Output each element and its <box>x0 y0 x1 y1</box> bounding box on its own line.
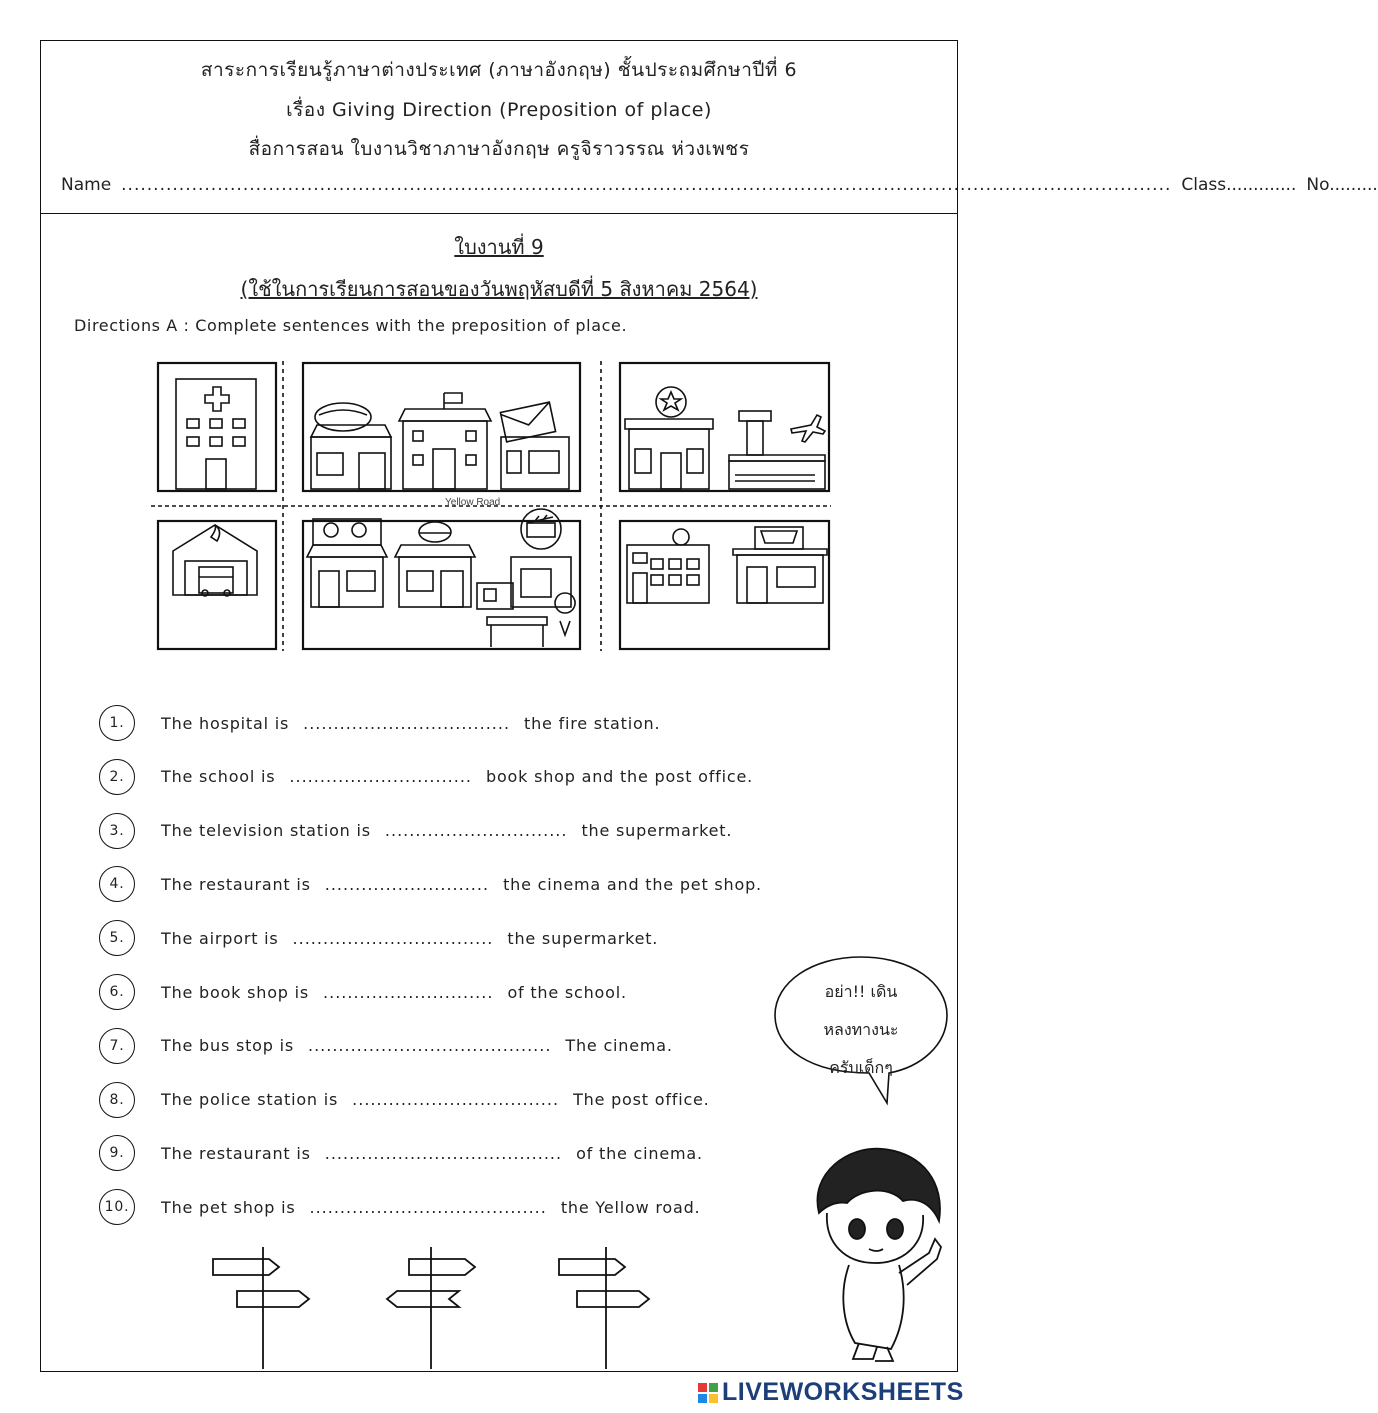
answer-blank[interactable]: ........................... <box>324 874 490 894</box>
television-station-icon <box>477 583 513 609</box>
question-text-after: of the school. <box>507 982 627 1002</box>
logo-icon <box>698 1383 718 1403</box>
question-number: 7. <box>99 1028 135 1064</box>
signpost-icon-2 <box>387 1247 475 1369</box>
question-text-after: the cinema and the pet shop. <box>503 874 762 894</box>
question-text-before: The restaurant is <box>161 1143 311 1163</box>
school-icon <box>399 393 491 489</box>
question-number: 3. <box>99 813 135 849</box>
question-text-before: The book shop is <box>161 982 310 1002</box>
bubble-line-1: อย่า!! เดิน <box>824 982 898 1001</box>
question-text-before: The bus stop is <box>161 1036 294 1056</box>
hospital-icon <box>176 379 256 489</box>
road-label: Yellow Road <box>445 497 501 508</box>
signposts <box>41 1241 641 1371</box>
question-number: 8. <box>99 1082 135 1118</box>
answer-blank[interactable]: .............................. <box>384 821 568 841</box>
question-text-before: The hospital is <box>161 713 290 733</box>
directions-text: Directions A : Complete sentences with the preposition of place. <box>74 316 628 335</box>
student-info-line <box>61 175 1378 195</box>
logo-text: LIVEWORKSHEETS <box>722 1378 964 1406</box>
bus-stop-icon <box>487 593 575 647</box>
question-number: 2. <box>99 759 135 795</box>
question-row <box>99 706 859 740</box>
answer-blank[interactable]: .................................. <box>303 713 511 733</box>
question-text-after: the supermarket. <box>507 928 659 948</box>
question-text-before: The police station is <box>161 1090 339 1110</box>
question-number: 9. <box>99 1135 135 1171</box>
question-row <box>99 867 859 901</box>
signpost-icon-1 <box>213 1247 309 1369</box>
answer-blank[interactable]: .............................. <box>289 767 472 787</box>
question-text-after: the Yellow road. <box>560 1197 701 1217</box>
question-text-after: the supermarket. <box>581 821 733 841</box>
question-number: 5. <box>99 920 135 956</box>
worksheet-subtitle: (ใช้ในการเรียนการสอนของวันพฤหัสบดีที่ 5 สิงหาคม 2564) <box>240 277 758 301</box>
question-text-after: The post office. <box>573 1090 710 1110</box>
media-line: สื่อการสอน ใบงานวิชาภาษาอังกฤษ ครูจิราวรรณ ห่วงเพชร <box>248 138 750 160</box>
bubble-line-2: หลงทางนะ <box>823 1020 899 1039</box>
question-text-after: of the cinema. <box>576 1143 703 1163</box>
question-text-before: The restaurant is <box>161 874 311 894</box>
answer-blank[interactable]: ....................................... <box>309 1197 547 1217</box>
question-number: 6. <box>99 974 135 1010</box>
question-row <box>99 1029 859 1063</box>
question-text-after: The cinema. <box>565 1036 673 1056</box>
speech-bubble-text <box>786 973 936 1087</box>
question-row <box>99 1136 859 1170</box>
header-box <box>41 41 1378 214</box>
number-field[interactable]: No......... <box>1306 175 1378 195</box>
answer-blank[interactable]: ................................. <box>292 928 494 948</box>
cinema-icon <box>511 509 571 607</box>
bubble-line-3: ครับเด็กๆ <box>829 1058 893 1077</box>
question-row <box>99 814 859 848</box>
pet-shop-icon <box>307 519 387 607</box>
worksheet-page <box>40 40 1378 1372</box>
subject-line: สาระการเรียนรู้ภาษาต่างประเทศ (ภาษาอังกฤษ) ชั้นประถมศึกษาปีที่ 6 <box>200 59 798 81</box>
name-label: Name <box>61 175 112 195</box>
airport-icon <box>729 411 825 489</box>
question-text-after: book shop and the post office. <box>486 767 753 787</box>
cartoon-boy-icon <box>799 1143 949 1363</box>
signpost-icon-3 <box>559 1247 649 1369</box>
question-row <box>99 1190 859 1224</box>
question-row <box>99 1083 859 1117</box>
answer-blank[interactable]: ........................................ <box>307 1036 552 1056</box>
name-field[interactable]: .................................................................................................................................................................... <box>121 175 1172 195</box>
question-text-before: The television station is <box>161 821 371 841</box>
question-row <box>99 975 859 1009</box>
post-office-icon <box>500 402 569 489</box>
class-field[interactable]: Class............. <box>1181 175 1297 195</box>
restaurant-icon <box>395 522 475 607</box>
answer-blank[interactable]: ....................................... <box>324 1143 563 1163</box>
topic-line: เรื่อง Giving Direction (Preposition of place) <box>286 99 712 121</box>
tv-station-building-icon <box>627 529 709 603</box>
worksheet-title: ใบงานที่ 9 <box>454 235 544 259</box>
question-row <box>99 760 859 794</box>
book-shop-icon <box>311 403 391 489</box>
question-text-after: the fire station. <box>524 713 661 733</box>
question-text-before: The airport is <box>161 928 279 948</box>
police-station-icon <box>625 387 713 489</box>
question-text-before: The school is <box>161 767 276 787</box>
answer-blank[interactable]: ............................ <box>323 982 494 1002</box>
block-top-middle <box>303 363 580 491</box>
fire-station-icon <box>173 525 257 596</box>
town-map <box>151 359 831 651</box>
question-number: 4. <box>99 866 135 902</box>
question-number: 1. <box>99 705 135 741</box>
question-row <box>99 921 859 955</box>
answer-blank[interactable]: .................................. <box>352 1090 560 1110</box>
question-text-before: The pet shop is <box>161 1197 296 1217</box>
question-number: 10. <box>99 1189 135 1225</box>
liveworksheets-logo[interactable] <box>698 1378 964 1407</box>
supermarket-icon <box>733 527 827 603</box>
